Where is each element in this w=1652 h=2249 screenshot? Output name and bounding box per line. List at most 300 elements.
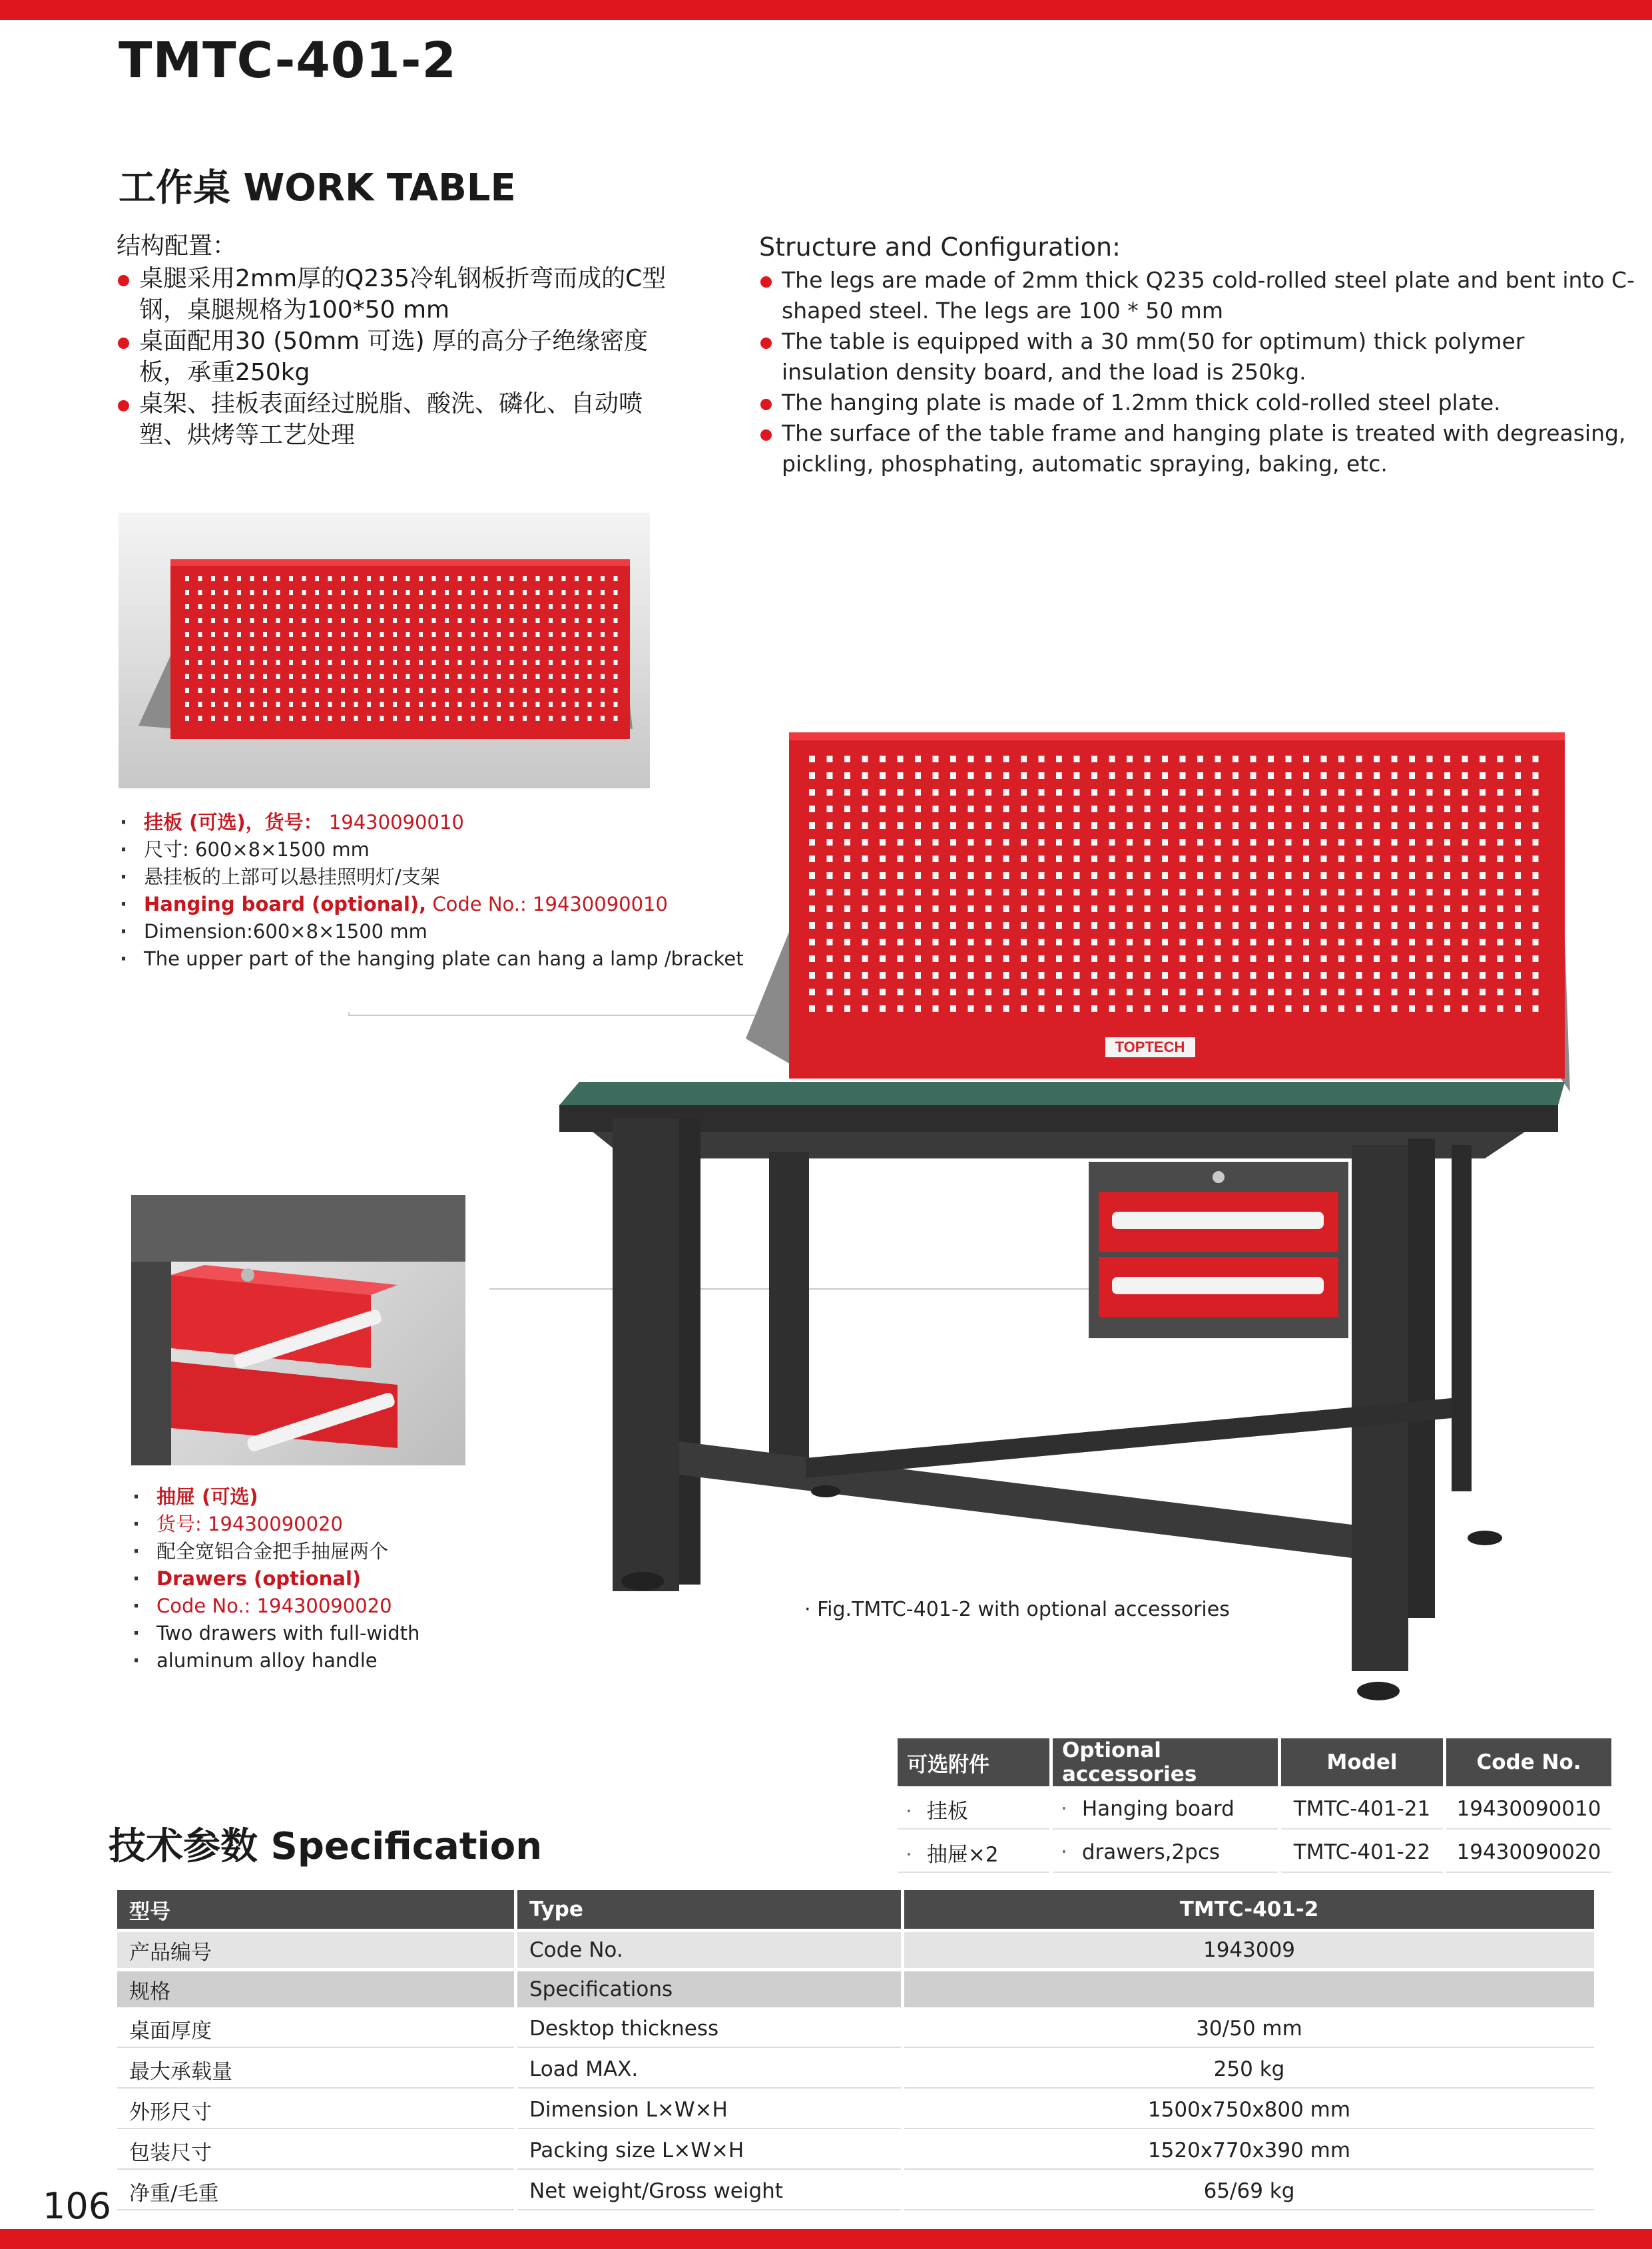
pegboard-hole (315, 590, 319, 595)
pegboard-hole (224, 688, 228, 693)
pegboard-hole (1480, 972, 1486, 979)
pegboard-hole (915, 839, 921, 846)
pegboard-hole (1427, 972, 1433, 979)
pegboard-hole (1003, 789, 1009, 796)
acc-cell-cn: · 抽屉×2 (898, 1833, 1049, 1873)
pegboard-hole (1039, 939, 1045, 945)
pegboard-hole (510, 618, 514, 623)
spec-cell-en: Load MAX. (517, 2051, 901, 2089)
pegboard-hole (393, 590, 397, 595)
pegboard-hole (1427, 756, 1433, 762)
pegboard-hole (1498, 922, 1504, 929)
pegboard-hole (950, 972, 956, 979)
pegboard-hole (1427, 889, 1433, 895)
pegboard-hole (575, 660, 579, 665)
pegboard-hole (445, 576, 449, 581)
pegboard-hole (588, 702, 592, 707)
pegboard-hole (1321, 822, 1327, 829)
pegboard-hole (1162, 789, 1168, 796)
pegboard-hole (1303, 989, 1309, 995)
pegboard-hole (950, 872, 956, 879)
pegboard-hole (263, 576, 267, 581)
pegboard-hole (1498, 856, 1504, 862)
pegboard-hole (1003, 756, 1009, 762)
pegboard-hole (276, 576, 280, 581)
drawer-note-en-title: · Drawers (optional) (131, 1565, 419, 1593)
pegboard-hole (510, 702, 514, 707)
pegboard-hole (185, 716, 189, 721)
pegboard-hole (1515, 806, 1521, 812)
pegboard-hole (354, 604, 358, 609)
pegboard-hole (1003, 922, 1009, 929)
pegboard-hole (1427, 905, 1433, 912)
spec-cell-cn: 规格 (117, 1971, 514, 2007)
pegboard-hole (211, 702, 215, 707)
pegboard-hole (1268, 972, 1274, 979)
pegboard-hole (510, 688, 514, 693)
pegboard-hole (1233, 989, 1239, 995)
pegboard-hole (211, 576, 215, 581)
pegboard-hole (575, 604, 579, 609)
pegboard-hole (354, 674, 358, 679)
pegboard-hole (484, 716, 488, 721)
pegboard-hole (562, 702, 566, 707)
pegboard-hole (1338, 789, 1344, 796)
pegboard-hole (950, 856, 956, 862)
pegboard-hole (302, 688, 306, 693)
pegboard-hole (898, 1005, 904, 1012)
pegboard-hole (1180, 889, 1186, 895)
pegboard-hole (1515, 989, 1521, 995)
pegboard-hole (880, 889, 886, 895)
pegboard-hole (1109, 939, 1115, 945)
spec-row (117, 2011, 1594, 2048)
pegboard-hole (1462, 822, 1468, 829)
pegboard-hole (1533, 989, 1539, 995)
pegboard-hole (1268, 772, 1274, 779)
pegboard-hole (1109, 856, 1115, 862)
pegboard-hole (950, 806, 956, 812)
pegboard-hole (985, 806, 991, 812)
pegboard-hole (844, 856, 850, 862)
pegboard-hole (250, 576, 254, 581)
pegboard-hole (237, 688, 241, 693)
pegboard-hole (549, 674, 553, 679)
pegboard-hole (354, 688, 358, 693)
spec-cell-value: 1520x770x390 mm (904, 2132, 1594, 2170)
pegboard-hole (367, 632, 371, 637)
pegboard-hole (1392, 822, 1398, 829)
pegboard-hole (1462, 756, 1468, 762)
pegboard-hole (198, 688, 202, 693)
pegboard-hole (1338, 822, 1344, 829)
pegboard-hole (1162, 756, 1168, 762)
pegboard-hole (185, 702, 189, 707)
pegboard-hole (1374, 922, 1380, 929)
pegboard-hole (1444, 905, 1450, 912)
pegboard-hole (1091, 1005, 1097, 1012)
pegboard-hole (1145, 989, 1151, 995)
pegboard-hole (1533, 955, 1539, 962)
pegboard-hole (1145, 789, 1151, 796)
pegboard-hole (432, 660, 436, 665)
pegboard-hole (862, 889, 868, 895)
pegboard-hole (933, 1005, 939, 1012)
pegboard-hole (458, 660, 462, 665)
pegboard-hole (484, 674, 488, 679)
pegboard-hole (302, 632, 306, 637)
pegboard-hole (432, 632, 436, 637)
pegboard-hole (406, 590, 410, 595)
pegboard-hole (1021, 922, 1027, 929)
pegboard-hole (315, 688, 319, 693)
pegboard-hole (985, 756, 991, 762)
pegboard-hole (185, 632, 189, 637)
pegboard-hole (1409, 806, 1415, 812)
pegboard-hole (1268, 989, 1274, 995)
pegboard-hole (1286, 839, 1292, 846)
pegboard-hole (985, 839, 991, 846)
pegboard-hole (898, 972, 904, 979)
accessories-table (894, 1735, 1615, 1876)
pegboard-hole (1180, 822, 1186, 829)
pegboard-hole (1197, 839, 1203, 846)
pegboard-hole (1498, 772, 1504, 779)
pegboard-hole (1215, 822, 1221, 829)
pegboard-hole (393, 660, 397, 665)
acc-cell-cn: · 挂板 (898, 1790, 1049, 1830)
pegboard-hole (1180, 872, 1186, 879)
pegboard-hole (1533, 806, 1539, 812)
pegboard-hole (380, 632, 384, 637)
pegboard-hole (1180, 756, 1186, 762)
acc-cell-code: 19430090020 (1446, 1833, 1611, 1873)
pegboard-hole (601, 576, 605, 581)
pegboard-hole (1374, 972, 1380, 979)
structure-en-item: The table is equipped with a 30 mm(50 for optimum) thick polymer insulation density board, and the load is 250kg. (759, 326, 1638, 387)
pegboard-hole (1356, 905, 1362, 912)
pegboard-hole (588, 590, 592, 595)
pegboard-hole (1003, 889, 1009, 895)
pegboard-hole (185, 618, 189, 623)
pegboard-hole (523, 576, 527, 581)
pegboard-hole (510, 646, 514, 651)
spec-cell-value: 30/50 mm (904, 2011, 1594, 2048)
pegboard-hole (1356, 955, 1362, 962)
pegboard-hole (1286, 955, 1292, 962)
pegboard-hole (1091, 989, 1097, 995)
pegboard-hole (915, 905, 921, 912)
board-note-en-desc: · The upper part of the hanging plate can hang a lamp /bracket (119, 945, 744, 973)
pegboard-hole (406, 646, 410, 651)
pegboard-hole (1233, 839, 1239, 846)
pegboard-hole (328, 674, 332, 679)
pegboard-hole (1356, 822, 1362, 829)
pegboard-hole (1392, 939, 1398, 945)
pegboard-hole (809, 822, 815, 829)
pegboard-hole (1533, 872, 1539, 879)
pegboard-hole (1021, 822, 1027, 829)
pegboard-hole (315, 702, 319, 707)
pegboard-hole (827, 972, 833, 979)
pegboard-hole (1462, 772, 1468, 779)
pegboard-hole (968, 822, 974, 829)
pegboard-hole (393, 646, 397, 651)
pegboard-hole (250, 618, 254, 623)
pegboard-hole (1162, 806, 1168, 812)
pegboard-hole (458, 702, 462, 707)
spec-cell-en: Packing size L×W×H (517, 2132, 901, 2170)
board-note-cn-size: · 尺寸: 600×8×1500 mm (119, 836, 744, 864)
pegboard-hole (1444, 922, 1450, 929)
pegboard-hole (523, 674, 527, 679)
pegboard-hole (1533, 839, 1539, 846)
pegboard-hole (862, 856, 868, 862)
pegboard-hole (1392, 922, 1398, 929)
pegboard-hole (968, 989, 974, 995)
pegboard-hole (880, 822, 886, 829)
pegboard-hole (1303, 756, 1309, 762)
pegboard-hole (1338, 905, 1344, 912)
pegboard-hole (1109, 905, 1115, 912)
pegboard-hole (1091, 839, 1097, 846)
pegboard-hole (341, 576, 345, 581)
pegboard-hole (1074, 889, 1080, 895)
pegboard-hole (1021, 789, 1027, 796)
pegboard-hole (1338, 972, 1344, 979)
pegboard-hole (1321, 1005, 1327, 1012)
pegboard-hole (1268, 856, 1274, 862)
pegboard-hole (1374, 856, 1380, 862)
pegboard-hole (880, 989, 886, 995)
pegboard-hole (1480, 955, 1486, 962)
pegboard-hole (950, 772, 956, 779)
pegboard-hole (1286, 922, 1292, 929)
pegboard-hole (1444, 789, 1450, 796)
pegboard-hole (844, 872, 850, 879)
pegboard-hole (1374, 939, 1380, 945)
pegboard-hole (1021, 939, 1027, 945)
pegboard-hole (1215, 872, 1221, 879)
pegboard-hole (1462, 972, 1468, 979)
pegboard-hole (1409, 789, 1415, 796)
pegboard-hole (968, 955, 974, 962)
pegboard-hole (549, 646, 553, 651)
page-number: 106 (43, 2185, 112, 2227)
pegboard-hole (1039, 806, 1045, 812)
pegboard-hole (185, 674, 189, 679)
pegboard-hole (614, 604, 618, 609)
pegboard-hole (211, 716, 215, 721)
pegboard-hole (1250, 922, 1256, 929)
pegboard-hole (1109, 922, 1115, 929)
acc-cell-model: TMTC-401-21 (1281, 1790, 1443, 1830)
pegboard-hole (523, 660, 527, 665)
pegboard-hole (862, 905, 868, 912)
pegboard-hole (1109, 889, 1115, 895)
pegboard-hole (862, 839, 868, 846)
pegboard-hole (1233, 789, 1239, 796)
pegboard-hole (1268, 905, 1274, 912)
pegboard-hole (1427, 922, 1433, 929)
pegboard-hole (445, 702, 449, 707)
pegboard-hole (484, 632, 488, 637)
pegboard-hole (933, 789, 939, 796)
pegboard-hole (1409, 939, 1415, 945)
pegboard-hole (588, 576, 592, 581)
pegboard-hole (380, 660, 384, 665)
pegboard-hole (1321, 989, 1327, 995)
acc-cell-en: · Hanging board (1053, 1790, 1278, 1830)
pegboard-hole (1268, 756, 1274, 762)
pegboard-hole (915, 772, 921, 779)
pegboard-hole (1250, 856, 1256, 862)
pegboard-hole (844, 955, 850, 962)
pegboard-hole (844, 839, 850, 846)
structure-en-item: The legs are made of 2mm thick Q235 cold-rolled steel plate and bent into C-shaped steel. The legs are 100 * 50 mm (759, 265, 1638, 326)
pegboard-hole (575, 702, 579, 707)
pegboard-hole (250, 646, 254, 651)
pegboard-hole (1039, 839, 1045, 846)
pegboard-hole (458, 618, 462, 623)
pegboard-hole (1074, 839, 1080, 846)
pegboard-hole (1074, 972, 1080, 979)
pegboard-hole (601, 632, 605, 637)
pegboard-hole (1056, 889, 1062, 895)
pegboard-hole (510, 632, 514, 637)
pegboard-hole (588, 646, 592, 651)
pegboard-hole (471, 618, 475, 623)
pegboard-hole (1197, 872, 1203, 879)
pegboard-hole (1180, 955, 1186, 962)
pegboard-hole (1427, 772, 1433, 779)
pegboard-hole (432, 688, 436, 693)
pegboard-hole (1444, 955, 1450, 962)
pegboard-hole (950, 822, 956, 829)
pegboard-hole (827, 905, 833, 912)
pegboard-hole (1374, 955, 1380, 962)
pegboard-hole (276, 716, 280, 721)
pegboard-hole (393, 674, 397, 679)
board-note-en-title: · Hanging board (optional), Code No.: 19430090010 (119, 891, 744, 918)
pegboard-hole (224, 646, 228, 651)
pegboard-hole (1480, 856, 1486, 862)
pegboard-hole (497, 632, 501, 637)
pegboard-hole (880, 756, 886, 762)
pegboard-hole (1197, 1005, 1203, 1012)
pegboard-hole (1462, 955, 1468, 962)
pegboard-hole (445, 632, 449, 637)
pegboard-hole (809, 772, 815, 779)
pegboard-hole (1515, 955, 1521, 962)
pegboard-hole (1162, 972, 1168, 979)
pegboard-hole (950, 922, 956, 929)
pegboard-hole (484, 688, 488, 693)
pegboard-hole (1162, 872, 1168, 879)
pegboard-hole (1162, 772, 1168, 779)
pegboard-hole (1374, 772, 1380, 779)
pegboard-hole (1233, 972, 1239, 979)
pegboard-hole (1039, 1005, 1045, 1012)
pegboard-hole (1021, 989, 1027, 995)
pegboard-hole (1074, 922, 1080, 929)
pegboard-hole (1109, 806, 1115, 812)
pegboard-hole (198, 702, 202, 707)
pegboard-hole (445, 590, 449, 595)
pegboard-hole (1215, 922, 1221, 929)
pegboard-hole (302, 660, 306, 665)
pegboard-hole (1286, 756, 1292, 762)
spec-cell-cn: 最大承载量 (117, 2051, 514, 2089)
pegboard-hole (367, 688, 371, 693)
pegboard-hole (367, 716, 371, 721)
pegboard-hole (1444, 1005, 1450, 1012)
pegboard-hole (827, 889, 833, 895)
pegboard-hole (393, 716, 397, 721)
pegboard-hole (1003, 839, 1009, 846)
pegboard-hole (302, 674, 306, 679)
pegboard-hole (1303, 922, 1309, 929)
pegboard-hole (1091, 856, 1097, 862)
pegboard-hole (1250, 905, 1256, 912)
pegboard-hole (1145, 839, 1151, 846)
pegboard-hole (536, 618, 540, 623)
pegboard-hole (276, 604, 280, 609)
pegboard-hole (1392, 789, 1398, 796)
pegboard-hole (1127, 1005, 1133, 1012)
pegboard-hole (1250, 756, 1256, 762)
pegboard-hole (1003, 1005, 1009, 1012)
pegboard-hole (1533, 922, 1539, 929)
drawer-notes (131, 1483, 419, 1674)
pegboard-hole (1392, 1005, 1398, 1012)
pegboard-hole (1233, 856, 1239, 862)
pegboard-hole (549, 576, 553, 581)
pegboard-hole (1180, 772, 1186, 779)
pegboard-hole (1250, 822, 1256, 829)
pegboard-hole (562, 674, 566, 679)
pegboard-hole (588, 674, 592, 679)
pegboard-hole (497, 702, 501, 707)
pegboard-hole (614, 632, 618, 637)
pegboard-hole (1392, 756, 1398, 762)
spec-cell-cn: 产品编号 (117, 1932, 514, 1968)
pegboard-hole (880, 772, 886, 779)
pegboard-hole (341, 618, 345, 623)
pegboard-hole (985, 955, 991, 962)
pegboard-hole (1480, 922, 1486, 929)
pegboard-hole (1250, 872, 1256, 879)
pegboard-hole (985, 872, 991, 879)
pegboard-hole (1039, 955, 1045, 962)
pegboard-hole (1215, 889, 1221, 895)
spec-table (114, 1887, 1597, 2214)
pegboard-hole (406, 660, 410, 665)
pegboard-hole (328, 716, 332, 721)
acc-cell-model: TMTC-401-22 (1281, 1833, 1443, 1873)
pegboard-hole (523, 590, 527, 595)
pegboard-hole (1233, 756, 1239, 762)
pegboard-hole (510, 716, 514, 721)
pegboard-hole (968, 756, 974, 762)
spec-cell-value (904, 1971, 1594, 2007)
pegboard-hole (933, 772, 939, 779)
pegboard-hole (367, 646, 371, 651)
spec-row (117, 2051, 1594, 2089)
pegboard-hole (237, 646, 241, 651)
pegboard-hole (880, 922, 886, 929)
pegboard-hole (968, 939, 974, 945)
